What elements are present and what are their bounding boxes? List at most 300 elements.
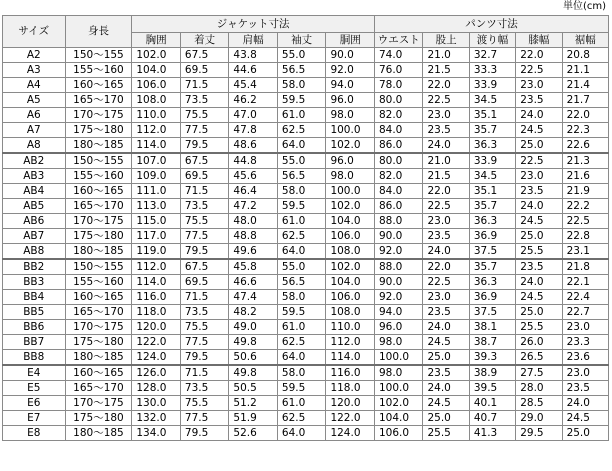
jacket-measure-cell: 117.0	[132, 229, 181, 244]
height-cell: 155～160	[65, 169, 132, 184]
jacket-measure-cell: 45.8	[229, 259, 278, 275]
size-cell: AB4	[3, 184, 66, 199]
height-cell: 155～160	[65, 63, 132, 78]
jacket-measure-cell: 43.8	[229, 48, 278, 63]
jacket-measure-cell: 75.5	[180, 320, 229, 335]
jacket-measure-cell: 46.4	[229, 184, 278, 199]
table-body	[3, 48, 609, 441]
pants-measure-cell: 22.5	[562, 214, 608, 229]
jacket-measure-cell: 48.0	[229, 214, 278, 229]
pants-measure-cell: 25.5	[516, 244, 562, 260]
size-cell: A7	[3, 123, 66, 138]
table-row	[3, 78, 609, 93]
pants-measure-cell: 24.0	[423, 381, 469, 396]
jacket-measure-cell: 120.0	[132, 320, 181, 335]
pants-measure-cell: 21.0	[423, 153, 469, 169]
height-cell: 175～180	[65, 123, 132, 138]
pants-measure-cell: 23.5	[423, 123, 469, 138]
jacket-measure-cell: 69.5	[180, 275, 229, 290]
height-cell: 165～170	[65, 305, 132, 320]
jacket-measure-cell: 50.5	[229, 381, 278, 396]
pants-measure-cell: 24.0	[516, 199, 562, 214]
size-cell: BB8	[3, 350, 66, 366]
pants-measure-cell: 35.1	[469, 108, 515, 123]
jacket-measure-cell: 112.0	[132, 259, 181, 275]
table-row	[3, 244, 609, 260]
pants-measure-cell: 21.5	[423, 63, 469, 78]
jacket-measure-cell: 130.0	[132, 396, 181, 411]
pants-measure-cell: 22.0	[516, 48, 562, 63]
pants-measure-cell: 84.0	[374, 123, 423, 138]
pants-measure-cell: 92.0	[374, 290, 423, 305]
jacket-measure-cell: 62.5	[277, 229, 326, 244]
pants-measure-cell: 21.0	[423, 48, 469, 63]
jacket-measure-cell: 59.5	[277, 199, 326, 214]
jacket-measure-cell: 58.0	[277, 365, 326, 381]
table-row	[3, 169, 609, 184]
jacket-measure-cell: 124.0	[132, 350, 181, 366]
pants-measure-cell: 38.1	[469, 320, 515, 335]
jacket-measure-cell: 114.0	[326, 350, 375, 366]
jacket-measure-cell: 79.5	[180, 426, 229, 441]
jacket-measure-cell: 67.5	[180, 259, 229, 275]
jacket-measure-cell: 55.0	[277, 153, 326, 169]
height-cell: 180～185	[65, 426, 132, 441]
table-row	[3, 411, 609, 426]
pants-measure-cell: 35.7	[469, 123, 515, 138]
jacket-measure-cell: 96.0	[326, 93, 375, 108]
height-cell: 170～175	[65, 320, 132, 335]
pants-measure-cell: 24.5	[516, 123, 562, 138]
size-cell: E8	[3, 426, 66, 441]
jacket-measure-cell: 69.5	[180, 63, 229, 78]
pants-measure-cell: 40.1	[469, 396, 515, 411]
jacket-measure-cell: 79.5	[180, 138, 229, 154]
size-cell: A8	[3, 138, 66, 154]
jacket-measure-cell: 104.0	[326, 214, 375, 229]
pants-measure-cell: 24.5	[562, 411, 608, 426]
pants-measure-cell: 39.3	[469, 350, 515, 366]
pants-measure-cell: 22.4	[562, 290, 608, 305]
jacket-measure-cell: 122.0	[132, 335, 181, 350]
pants-hem-header: 裾幅	[562, 33, 608, 48]
pants-measure-cell: 23.5	[516, 93, 562, 108]
pants-rise-header: 股上	[423, 33, 469, 48]
pants-measure-cell: 86.0	[374, 138, 423, 154]
height-cell: 150～155	[65, 48, 132, 63]
pants-measure-cell: 36.3	[469, 214, 515, 229]
pants-measure-cell: 94.0	[374, 305, 423, 320]
pants-measure-cell: 40.7	[469, 411, 515, 426]
jacket-measure-cell: 79.5	[180, 244, 229, 260]
size-cell: A5	[3, 93, 66, 108]
pants-measure-cell: 23.6	[562, 350, 608, 366]
jacket-measure-cell: 100.0	[326, 123, 375, 138]
pants-measure-cell: 106.0	[374, 426, 423, 441]
jacket-measure-cell: 64.0	[277, 138, 326, 154]
jacket-measure-cell: 44.6	[229, 63, 278, 78]
pants-measure-cell: 90.0	[374, 229, 423, 244]
pants-measure-cell: 80.0	[374, 93, 423, 108]
jacket-measure-cell: 61.0	[277, 320, 326, 335]
jacket-measure-cell: 77.5	[180, 123, 229, 138]
size-cell: E7	[3, 411, 66, 426]
height-cell: 150～155	[65, 153, 132, 169]
pants-knee-header: 膝幅	[516, 33, 562, 48]
height-cell: 165～170	[65, 199, 132, 214]
pants-measure-cell: 22.5	[423, 275, 469, 290]
size-cell: E5	[3, 381, 66, 396]
pants-measure-cell: 23.3	[562, 335, 608, 350]
pants-measure-cell: 23.5	[516, 184, 562, 199]
pants-measure-cell: 32.7	[469, 48, 515, 63]
pants-measure-cell: 25.5	[423, 426, 469, 441]
height-column-header: 身長	[65, 16, 132, 48]
jacket-measure-cell: 75.5	[180, 396, 229, 411]
pants-measure-cell: 82.0	[374, 169, 423, 184]
jacket-measure-cell: 122.0	[326, 411, 375, 426]
pants-measure-cell: 27.5	[516, 365, 562, 381]
pants-measure-cell: 24.0	[516, 108, 562, 123]
jacket-measure-cell: 116.0	[132, 290, 181, 305]
jacket-measure-cell: 106.0	[326, 229, 375, 244]
jacket-measure-cell: 73.5	[180, 199, 229, 214]
jacket-measure-cell: 108.0	[326, 305, 375, 320]
pants-measure-cell: 92.0	[374, 244, 423, 260]
height-cell: 175～180	[65, 229, 132, 244]
pants-measure-cell: 26.0	[516, 335, 562, 350]
size-chart-table	[2, 15, 609, 441]
size-cell: BB7	[3, 335, 66, 350]
jacket-group-header: ジャケット寸法	[132, 16, 375, 33]
jacket-measure-cell: 56.5	[277, 169, 326, 184]
table-row	[3, 199, 609, 214]
size-cell: BB5	[3, 305, 66, 320]
height-cell: 180～185	[65, 244, 132, 260]
jacket-measure-cell: 102.0	[326, 199, 375, 214]
height-cell: 165～170	[65, 381, 132, 396]
jacket-length-header: 着丈	[180, 33, 229, 48]
pants-measure-cell: 98.0	[374, 335, 423, 350]
table-row	[3, 229, 609, 244]
jacket-measure-cell: 108.0	[132, 93, 181, 108]
jacket-measure-cell: 102.0	[132, 48, 181, 63]
pants-measure-cell: 22.5	[516, 63, 562, 78]
size-cell: AB5	[3, 199, 66, 214]
jacket-measure-cell: 64.0	[277, 350, 326, 366]
height-cell: 175～180	[65, 411, 132, 426]
table-row	[3, 381, 609, 396]
pants-measure-cell: 29.0	[516, 411, 562, 426]
pants-measure-cell: 26.5	[516, 350, 562, 366]
pants-measure-cell: 36.9	[469, 229, 515, 244]
pants-measure-cell: 24.5	[516, 214, 562, 229]
pants-measure-cell: 36.3	[469, 138, 515, 154]
jacket-measure-cell: 59.5	[277, 305, 326, 320]
jacket-measure-cell: 102.0	[326, 138, 375, 154]
jacket-measure-cell: 61.0	[277, 396, 326, 411]
size-cell: A2	[3, 48, 66, 63]
size-cell: BB2	[3, 259, 66, 275]
pants-measure-cell: 23.0	[562, 365, 608, 381]
table-row	[3, 365, 609, 381]
pants-measure-cell: 21.4	[562, 78, 608, 93]
jacket-measure-cell: 67.5	[180, 153, 229, 169]
unit-label: 単位(cm)	[562, 1, 606, 12]
pants-group-header: パンツ寸法	[374, 16, 608, 33]
pants-measure-cell: 25.0	[423, 411, 469, 426]
pants-measure-cell: 38.7	[469, 335, 515, 350]
size-chart-container	[2, 15, 609, 441]
size-cell: BB3	[3, 275, 66, 290]
pants-measure-cell: 86.0	[374, 199, 423, 214]
pants-measure-cell: 22.0	[562, 108, 608, 123]
pants-measure-cell: 21.6	[562, 169, 608, 184]
pants-measure-cell: 21.5	[423, 169, 469, 184]
pants-measure-cell: 38.9	[469, 365, 515, 381]
jacket-measure-cell: 112.0	[132, 123, 181, 138]
pants-measure-cell: 84.0	[374, 184, 423, 199]
pants-thigh-header: 渡り幅	[469, 33, 515, 48]
pants-measure-cell: 90.0	[374, 275, 423, 290]
pants-measure-cell: 88.0	[374, 214, 423, 229]
pants-measure-cell: 21.1	[562, 63, 608, 78]
jacket-measure-cell: 98.0	[326, 169, 375, 184]
jacket-measure-cell: 118.0	[132, 305, 181, 320]
jacket-measure-cell: 115.0	[132, 214, 181, 229]
jacket-measure-cell: 73.5	[180, 381, 229, 396]
jacket-measure-cell: 79.5	[180, 350, 229, 366]
pants-measure-cell: 21.3	[562, 153, 608, 169]
pants-measure-cell: 24.0	[423, 138, 469, 154]
jacket-measure-cell: 64.0	[277, 426, 326, 441]
jacket-measure-cell: 104.0	[326, 275, 375, 290]
pants-measure-cell: 39.5	[469, 381, 515, 396]
jacket-measure-cell: 92.0	[326, 63, 375, 78]
jacket-measure-cell: 52.6	[229, 426, 278, 441]
jacket-measure-cell: 77.5	[180, 335, 229, 350]
pants-measure-cell: 22.5	[423, 199, 469, 214]
pants-measure-cell: 98.0	[374, 365, 423, 381]
pants-measure-cell: 28.0	[516, 381, 562, 396]
jacket-measure-cell: 112.0	[326, 335, 375, 350]
jacket-measure-cell: 44.8	[229, 153, 278, 169]
pants-measure-cell: 24.5	[423, 335, 469, 350]
jacket-measure-cell: 56.5	[277, 275, 326, 290]
pants-measure-cell: 35.7	[469, 199, 515, 214]
jacket-measure-cell: 71.5	[180, 290, 229, 305]
height-cell: 160～165	[65, 290, 132, 305]
jacket-measure-cell: 48.8	[229, 229, 278, 244]
jacket-measure-cell: 47.8	[229, 123, 278, 138]
table-row	[3, 184, 609, 199]
jacket-measure-cell: 48.2	[229, 305, 278, 320]
jacket-measure-cell: 102.0	[326, 259, 375, 275]
jacket-waist-header: 胴囲	[326, 33, 375, 48]
pants-measure-cell: 36.3	[469, 275, 515, 290]
pants-measure-cell: 74.0	[374, 48, 423, 63]
size-cell: A4	[3, 78, 66, 93]
size-column-header: サイズ	[3, 16, 66, 48]
height-cell: 175～180	[65, 335, 132, 350]
jacket-measure-cell: 64.0	[277, 244, 326, 260]
jacket-measure-cell: 75.5	[180, 214, 229, 229]
jacket-measure-cell: 71.5	[180, 184, 229, 199]
table-row	[3, 275, 609, 290]
pants-measure-cell: 23.1	[562, 244, 608, 260]
table-row	[3, 396, 609, 411]
jacket-measure-cell: 59.5	[277, 381, 326, 396]
jacket-measure-cell: 111.0	[132, 184, 181, 199]
pants-measure-cell: 22.0	[423, 259, 469, 275]
table-header	[3, 16, 609, 48]
pants-measure-cell: 25.0	[516, 138, 562, 154]
jacket-measure-cell: 62.5	[277, 335, 326, 350]
pants-measure-cell: 23.0	[562, 320, 608, 335]
pants-measure-cell: 21.7	[562, 93, 608, 108]
jacket-measure-cell: 61.0	[277, 214, 326, 229]
pants-measure-cell: 23.0	[423, 108, 469, 123]
pants-measure-cell: 23.0	[423, 214, 469, 229]
table-row	[3, 138, 609, 154]
jacket-measure-cell: 49.8	[229, 335, 278, 350]
jacket-measure-cell: 100.0	[326, 184, 375, 199]
table-row	[3, 63, 609, 78]
table-row	[3, 320, 609, 335]
pants-measure-cell: 22.0	[423, 78, 469, 93]
jacket-measure-cell: 119.0	[132, 244, 181, 260]
pants-measure-cell: 22.3	[562, 123, 608, 138]
pants-measure-cell: 22.8	[562, 229, 608, 244]
size-cell: AB3	[3, 169, 66, 184]
jacket-measure-cell: 67.5	[180, 48, 229, 63]
jacket-measure-cell: 116.0	[326, 365, 375, 381]
size-cell: BB4	[3, 290, 66, 305]
jacket-measure-cell: 114.0	[132, 275, 181, 290]
jacket-measure-cell: 118.0	[326, 381, 375, 396]
pants-measure-cell: 80.0	[374, 153, 423, 169]
pants-measure-cell: 22.0	[423, 184, 469, 199]
jacket-measure-cell: 49.6	[229, 244, 278, 260]
jacket-measure-cell: 71.5	[180, 365, 229, 381]
pants-measure-cell: 23.5	[516, 259, 562, 275]
pants-measure-cell: 24.5	[423, 396, 469, 411]
jacket-measure-cell: 56.5	[277, 63, 326, 78]
pants-measure-cell: 20.8	[562, 48, 608, 63]
pants-measure-cell: 33.9	[469, 153, 515, 169]
table-row	[3, 108, 609, 123]
size-cell: A6	[3, 108, 66, 123]
pants-measure-cell: 82.0	[374, 108, 423, 123]
jacket-measure-cell: 71.5	[180, 78, 229, 93]
pants-measure-cell: 29.5	[516, 426, 562, 441]
jacket-measure-cell: 126.0	[132, 365, 181, 381]
table-row	[3, 305, 609, 320]
jacket-measure-cell: 48.6	[229, 138, 278, 154]
jacket-measure-cell: 69.5	[180, 169, 229, 184]
pants-measure-cell: 37.5	[469, 305, 515, 320]
pants-measure-cell: 34.5	[469, 169, 515, 184]
jacket-measure-cell: 110.0	[132, 108, 181, 123]
jacket-measure-cell: 58.0	[277, 184, 326, 199]
jacket-measure-cell: 73.5	[180, 93, 229, 108]
jacket-measure-cell: 45.6	[229, 169, 278, 184]
jacket-measure-cell: 109.0	[132, 169, 181, 184]
height-cell: 170～175	[65, 214, 132, 229]
pants-measure-cell: 22.5	[423, 93, 469, 108]
table-row	[3, 290, 609, 305]
table-row	[3, 93, 609, 108]
pants-measure-cell: 24.0	[423, 244, 469, 260]
pants-measure-cell: 104.0	[374, 411, 423, 426]
jacket-measure-cell: 61.0	[277, 108, 326, 123]
pants-measure-cell: 25.0	[516, 305, 562, 320]
jacket-measure-cell: 47.4	[229, 290, 278, 305]
pants-measure-cell: 22.2	[562, 199, 608, 214]
jacket-measure-cell: 49.0	[229, 320, 278, 335]
jacket-measure-cell: 77.5	[180, 229, 229, 244]
pants-measure-cell: 25.5	[516, 320, 562, 335]
pants-measure-cell: 22.7	[562, 305, 608, 320]
size-cell: AB8	[3, 244, 66, 260]
pants-measure-cell: 37.5	[469, 244, 515, 260]
height-cell: 160～165	[65, 184, 132, 199]
pants-measure-cell: 36.9	[469, 290, 515, 305]
pants-measure-cell: 100.0	[374, 381, 423, 396]
jacket-measure-cell: 107.0	[132, 153, 181, 169]
jacket-measure-cell: 110.0	[326, 320, 375, 335]
jacket-measure-cell: 49.8	[229, 365, 278, 381]
jacket-measure-cell: 77.5	[180, 411, 229, 426]
size-cell: AB2	[3, 153, 66, 169]
jacket-measure-cell: 55.0	[277, 48, 326, 63]
pants-measure-cell: 28.5	[516, 396, 562, 411]
pants-measure-cell: 25.0	[423, 350, 469, 366]
pants-measure-cell: 23.5	[423, 365, 469, 381]
height-cell: 155～160	[65, 275, 132, 290]
table-row	[3, 153, 609, 169]
jacket-measure-cell: 58.0	[277, 78, 326, 93]
pants-measure-cell: 23.5	[423, 229, 469, 244]
jacket-measure-cell: 108.0	[326, 244, 375, 260]
pants-measure-cell: 24.5	[516, 290, 562, 305]
jacket-measure-cell: 46.2	[229, 93, 278, 108]
pants-measure-cell: 100.0	[374, 350, 423, 366]
height-cell: 180～185	[65, 350, 132, 366]
table-row	[3, 123, 609, 138]
pants-measure-cell: 22.6	[562, 138, 608, 154]
pants-measure-cell: 23.5	[562, 381, 608, 396]
pants-measure-cell: 24.0	[423, 320, 469, 335]
jacket-chest-header: 胸囲	[132, 33, 181, 48]
jacket-shoulder-header: 肩幅	[229, 33, 278, 48]
jacket-measure-cell: 51.9	[229, 411, 278, 426]
jacket-measure-cell: 55.0	[277, 259, 326, 275]
pants-measure-cell: 35.7	[469, 259, 515, 275]
height-cell: 170～175	[65, 108, 132, 123]
pants-measure-cell: 21.8	[562, 259, 608, 275]
pants-measure-cell: 33.9	[469, 78, 515, 93]
pants-measure-cell: 23.5	[423, 305, 469, 320]
size-cell: A3	[3, 63, 66, 78]
height-cell: 160～165	[65, 78, 132, 93]
jacket-measure-cell: 128.0	[132, 381, 181, 396]
height-cell: 170～175	[65, 396, 132, 411]
jacket-measure-cell: 46.6	[229, 275, 278, 290]
size-cell: AB6	[3, 214, 66, 229]
pants-measure-cell: 88.0	[374, 259, 423, 275]
jacket-measure-cell: 94.0	[326, 78, 375, 93]
